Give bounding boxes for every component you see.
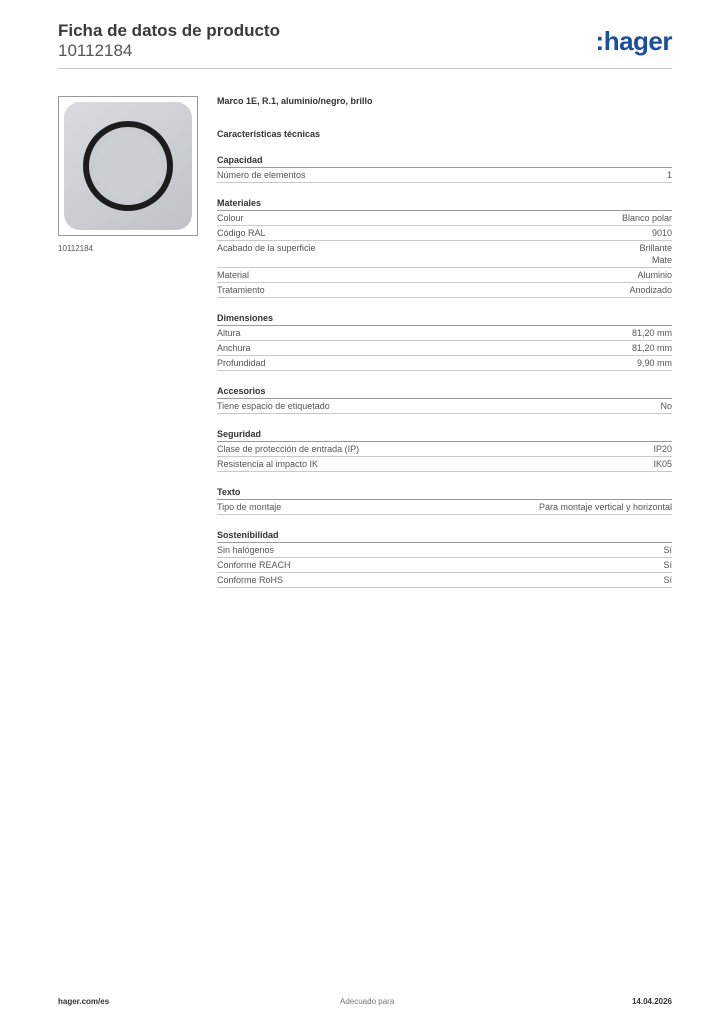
spec-label: Sin halógenos	[217, 545, 275, 555]
hager-logo: :hager	[595, 26, 672, 56]
spec-value	[539, 501, 672, 513]
spec-value-line: Sí	[663, 575, 672, 585]
spec-value	[660, 400, 672, 412]
spec-value-line: Mate	[651, 255, 672, 265]
header-divider	[58, 68, 672, 69]
spec-value-line: 81,20 mm	[631, 343, 672, 353]
spec-value	[639, 242, 672, 266]
spec-value	[667, 169, 672, 181]
spec-value	[663, 544, 672, 556]
section-title: Texto	[217, 486, 672, 500]
spec-label: Colour	[217, 213, 244, 223]
spec-row	[217, 573, 672, 588]
spec-section	[217, 154, 672, 183]
spec-label: Código RAL	[217, 228, 266, 238]
footer-suitable-for: Adecuado para	[340, 997, 395, 1006]
spec-row	[217, 211, 672, 226]
spec-section	[217, 529, 672, 588]
spec-row	[217, 558, 672, 573]
spec-value-line: IP20	[653, 444, 672, 454]
spec-value	[652, 227, 672, 239]
frame-opening-shape	[95, 133, 161, 199]
spec-label: Tratamiento	[217, 285, 265, 295]
spec-label: Altura	[217, 328, 241, 338]
spec-value	[653, 458, 672, 470]
spec-label: Clase de protección de entrada (IP)	[217, 444, 360, 454]
spec-section	[217, 486, 672, 515]
spec-value	[663, 574, 672, 586]
section-title: Capacidad	[217, 154, 672, 168]
product-image	[58, 96, 198, 236]
spec-value-line: Blanco polar	[621, 213, 672, 223]
spec-row	[217, 168, 672, 183]
spec-section	[217, 197, 672, 298]
spec-section	[217, 312, 672, 371]
spec-value-line: Para montaje vertical y horizontal	[538, 502, 672, 512]
spec-row	[217, 226, 672, 241]
spec-label: Número de elementos	[217, 170, 306, 180]
spec-value-line: No	[660, 401, 672, 411]
spec-value-line: Sí	[663, 560, 672, 570]
spec-value-line: 9,90 mm	[636, 358, 672, 368]
spec-label: Anchura	[217, 343, 251, 353]
spec-value	[632, 342, 672, 354]
document-header	[58, 20, 672, 60]
frame-plate-shape	[64, 102, 192, 230]
spec-sections	[217, 154, 672, 588]
spec-section	[217, 428, 672, 472]
product-code: 10112184	[58, 41, 133, 60]
spec-value-line: Brillante	[639, 243, 672, 253]
spec-label: Conforme RoHS	[217, 575, 284, 585]
spec-row	[217, 283, 672, 298]
section-title: Dimensiones	[217, 312, 672, 326]
spec-value	[632, 327, 672, 339]
spec-content	[217, 94, 672, 588]
spec-value-line: 9010	[651, 228, 672, 238]
spec-value	[637, 269, 672, 281]
document-title: Ficha de datos de producto	[58, 21, 280, 40]
section-title: Seguridad	[217, 428, 672, 442]
spec-label: Tipo de montaje	[217, 502, 282, 512]
spec-row	[217, 268, 672, 283]
spec-value-line: Anodizado	[629, 285, 672, 295]
footer-website[interactable]: hager.com/es	[58, 997, 110, 1006]
page-footer	[58, 997, 672, 1011]
spec-label: Resistencia al impacto IK	[217, 459, 319, 469]
spec-label: Acabado de la superficie	[217, 243, 316, 253]
spec-label: Tiene espacio de etiquetado	[217, 401, 330, 411]
spec-row	[217, 543, 672, 558]
spec-row	[217, 241, 672, 268]
section-title: Accesorios	[217, 385, 672, 399]
spec-value	[629, 284, 672, 296]
section-title: Materiales	[217, 197, 672, 211]
spec-value-line: Aluminio	[637, 270, 672, 280]
spec-value-line: Sí	[663, 545, 672, 555]
spec-value-line: 1	[666, 170, 672, 180]
spec-value-line: IK05	[653, 459, 672, 469]
spec-row	[217, 457, 672, 472]
spec-row	[217, 341, 672, 356]
product-name: Marco 1E, R.1, aluminio/negro, brillo	[217, 96, 373, 106]
spec-value	[622, 212, 672, 224]
spec-value	[653, 443, 672, 455]
frame-ring-shape	[83, 121, 173, 211]
image-caption: 10112184	[58, 244, 93, 253]
spec-row	[217, 326, 672, 341]
spec-row	[217, 399, 672, 414]
spec-section	[217, 385, 672, 414]
spec-label: Profundidad	[217, 358, 266, 368]
spec-label: Material	[217, 270, 250, 280]
spec-row	[217, 356, 672, 371]
spec-value-line: 81,20 mm	[631, 328, 672, 338]
spec-heading: Características técnicas	[217, 129, 321, 139]
spec-label: Conforme REACH	[217, 560, 291, 570]
spec-value	[663, 559, 672, 571]
spec-row	[217, 500, 672, 515]
footer-date: 14.04.2026	[631, 997, 672, 1006]
spec-row	[217, 442, 672, 457]
spec-value	[637, 357, 672, 369]
section-title: Sostenibilidad	[217, 529, 672, 543]
